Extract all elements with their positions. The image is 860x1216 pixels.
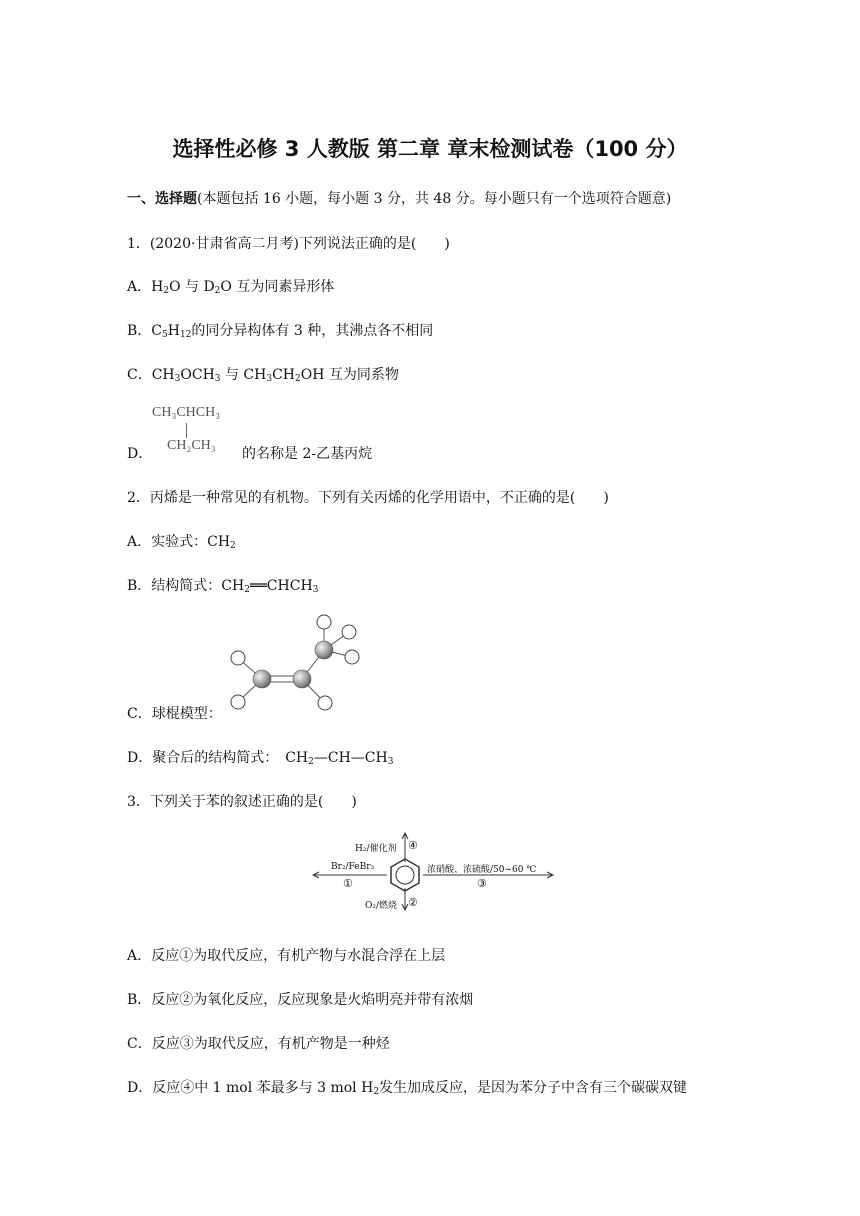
q3-option-c: C．反应③为取代反应，有机产物是一种烃 [127, 1036, 390, 1052]
section-note: (本题包括 16 小题，每小题 3 分，共 48 分。每小题只有一个选项符合题意) [197, 191, 672, 207]
diagram-num-4: ④ [408, 839, 418, 852]
q2-option-b: B．结构简式：$CH_2══CHCH_3$ [127, 578, 319, 595]
diagram-num-1: ① [343, 877, 353, 890]
q3-option-d: D．反应④中 1 mol 苯最多与 3 mol $H_2$发生加成反应，是因为苯分子中含有三个碳碳双键 [127, 1080, 688, 1097]
q1-d-molecule-top: CH₃CHCH₃ [152, 405, 221, 420]
q2-option-a: A．实验式：$CH_2$ [127, 534, 236, 551]
q1-option-d-text: 的名称是 2-乙基丙烷 [242, 446, 373, 462]
page-title: 选择性必修 3 人教版 第二章 章末检测试卷（100 分） [172, 137, 688, 161]
q1-stem: 1．(2020·甘肃省高二月考)下列说法正确的是( ) [127, 236, 450, 252]
section-header [127, 188, 671, 208]
q2-stem: 2．丙烯是一种常见的有机物。下列有关丙烯的化学用语中，不正确的是( ) [127, 490, 609, 506]
q1-option-a: A．$H_2O$ 与 $D_2O$ 互为同素异形体 [127, 279, 335, 296]
diagram-num-2: ② [408, 896, 418, 909]
q1-option-c: C．$CH_3OCH_3$ 与 $CH_3CH_2OH$ 互为同系物 [127, 367, 399, 384]
q1-d-molecule-bottom: CH₂CH₃ [167, 438, 216, 453]
q2-option-c: C．球棍模型： [127, 706, 222, 722]
diagram-num-3: ③ [477, 877, 487, 890]
q1-option-d-label: D． [127, 446, 153, 462]
q3-option-b: B．反应②为氧化反应，反应现象是火焰明亮并带有浓烟 [127, 992, 474, 1008]
q1-option-b: B．$C_5H_{12}$的同分异构体有 3 种，其沸点各不相同 [127, 323, 434, 340]
diagram-label-o2: O₂/燃烧 [365, 901, 398, 911]
section-heading: 一、选择题 [127, 191, 197, 207]
q3-option-a: A．反应①为取代反应，有机产物与水混合浮在上层 [127, 948, 446, 964]
q1-d-molecule-bond [186, 423, 187, 438]
diagram-label-nitration: 浓硝酸、浓硫酸/50~60 ℃ [427, 865, 537, 875]
q2-option-d: D．聚合后的结构简式： $CH_2—CH—CH_3$ [127, 750, 394, 767]
diagram-label-br: Br₂/FeBr₃ [331, 862, 375, 872]
diagram-label-h2: H₂/催化剂 [355, 844, 397, 854]
q3-stem: 3．下列关于苯的叙述正确的是( ) [127, 794, 357, 810]
ball-stick-model-figure [222, 612, 372, 717]
